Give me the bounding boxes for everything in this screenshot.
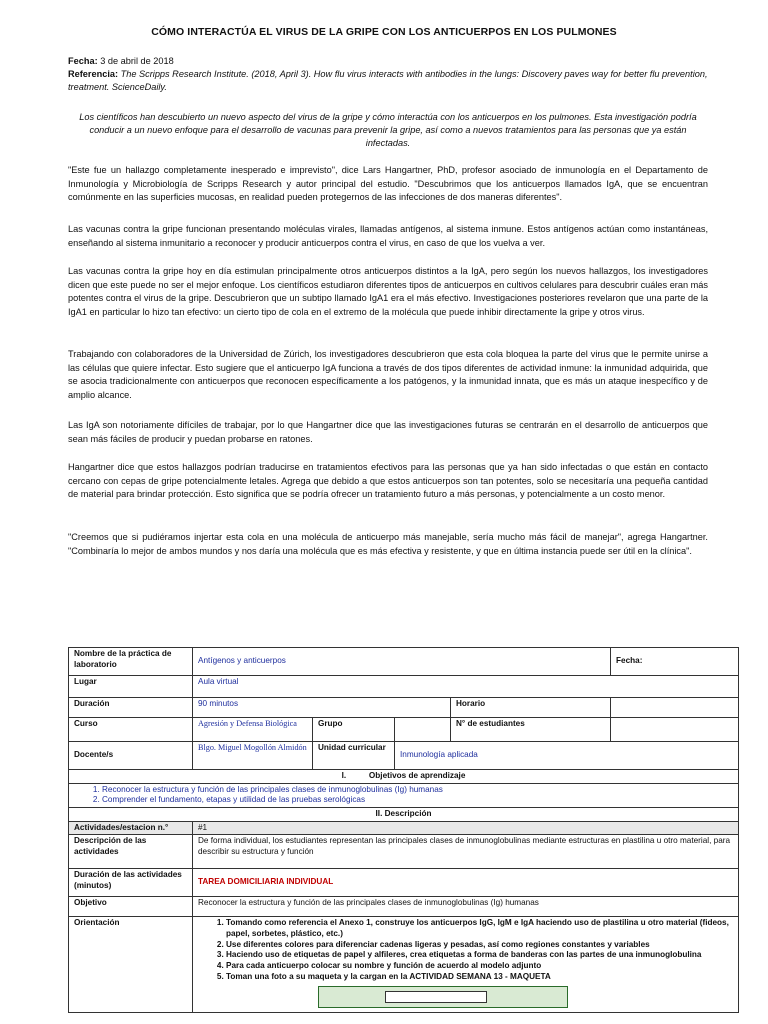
activities-description-label: Descripción de las actividades [69, 835, 193, 869]
lab-practice-table [68, 647, 739, 1013]
activities-value: #1 [193, 821, 739, 835]
paragraph-2: Las vacunas contra la gripe funcionan presentando moléculas virales, llamadas antígenos, al sistema inmune. Estos antígenos actúan como instantáneas, enseñando al sistema inmunitario a reconocer y producir anticuerpos contra el virus, en caso de que los vuelva a ver. [68, 224, 708, 248]
objective-value: Reconocer la estructura y función de las principales clases de inmunoglobulinas (Ig) humanas [193, 897, 739, 917]
practice-name-value: Antígenos y anticuerpos [193, 648, 611, 676]
activities-description-value: De forma individual, los estudiantes representan las principales clases de inmunoglobulinas mediante estructuras en plastilina u otro material, para describir su estructura y función [193, 835, 739, 869]
orientation-item: 4. Para cada anticuerpo colocar su nombre y función de acuerdo al modelo adjunto [226, 961, 733, 972]
activities-label: Actividades/estacion n.° [69, 821, 193, 835]
teacher-value: Blgo. Miguel Mogollón Almidón [193, 742, 313, 770]
table-date-label: Fecha: [611, 648, 739, 676]
objectives-section-header: I. Objetivos de aprendizaje [69, 770, 739, 784]
paragraph-1: "Este fue un hallazgo completamente inesperado e imprevisto", dice Lars Hangartner, PhD, profesor asociado de inmunología en el Departamento de Inmunología y Microbiología de Scripps Research y autor principal del estudio. "Descubrimos que los anticuerpos llamados IgA, que se encuentran comúnmente en las superficies mucosas, en realidad pueden protegernos de las infecciones de dos maneras diferentes". [68, 165, 708, 203]
orientation-item: 1. Tomando como referencia el Anexo 1, construye los anticuerpos IgG, IgM e IgA haciendo uso de plastilina u otro material (fideos, papel, sorbetes, plástico, etc.) [226, 918, 733, 940]
objective-item: 2. Comprender el fundamento, etapas y utilidad de las pruebas serológicas [102, 795, 733, 806]
duration-value: 90 minutos [193, 698, 451, 718]
orientation-item: 2. Use diferentes colores para diferenciar cadenas ligeras y pesadas, así como regiones constantes y variables [226, 940, 733, 951]
paragraph-6: Hangartner dice que estos hallazgos podrían traducirse en tratamientos efectivos para las personas que ya han sido infectadas o que están en contacto cercano con cepas de gripe potencialmente letales. Agrega que debido a que estos anticuerpos son tan potentes, solo se necesitaría una pequeña cantidad de material para brindar protección. Esto significa que se podría ofrecer un tratamiento futuro a más personas, y potencialmente a un costo menor. [68, 462, 708, 500]
description-section-header: II. Descripción [69, 808, 739, 822]
course-label: Curso [69, 718, 193, 742]
paragraph-5: Las IgA son notoriamente difíciles de trabajar, por lo que Hangartner dice que las investigaciones futuras se centrarán en el desarrollo de anticuerpos que sean más fáciles de producir y puedan probarse en ratones. [68, 420, 708, 444]
group-value [395, 718, 451, 742]
model-image-placeholder [318, 986, 568, 1008]
orientation-item: 3. Haciendo uso de etiquetas de papel y alfileres, crea etiquetas a forma de banderas con las partes de una inmunoglobulina [226, 950, 733, 961]
activities-duration-label: Duración de las actividades (minutos) [69, 869, 193, 897]
date-label: Fecha [68, 56, 95, 66]
objective-label: Objetivo [69, 897, 193, 917]
place-label: Lugar [69, 676, 193, 698]
paragraph-4: Trabajando con colaboradores de la Universidad de Zúrich, los investigadores descubrieron que esta cola bloquea la parte del virus que le permite unirse a las células que quiere infectar. Esto sugiere que el anticuerpo IgA funciona a través de dos tipos diferentes de actividad inmune: la inmunidad adquirida, que se asocia tradicionalmente con anticuerpos que reconocen específicamente a los patógenos, y la inmunidad innata, que es más un ataque inespecífico y de amplio alcance. [68, 349, 708, 400]
group-label: Grupo [313, 718, 395, 742]
schedule-label: Horario [451, 698, 611, 718]
unit-label: Unidad curricular [313, 742, 395, 770]
model-image-frame [385, 991, 487, 1003]
reference-value: The Scripps Research Institute. (2018, April 3). How flu virus interacts with antibodies in the lungs: Discovery paves way for better flu prevention, treatment. ScienceDaily. [68, 69, 708, 92]
paragraph-3: Las vacunas contra la gripe hoy en día estimulan principalmente otros anticuerpos distintos a la IgA, pero según los nuevos hallazgos, los investigadores dicen que este puede no ser el mejor enfoque. Los científicos estudiaron diferentes tipos de anticuerpos en cultivos celulares para descubrir cuáles eran más potentes contra el virus de la gripe. Descubrieron que un subtipo llamado IgA1 era el más efectivo. Investigaciones posteriores revelaron que una parte de la IgA1 en particular lo hizo tan efectivo: un cierto tipo de cola en el extremo de la molécula que puede inhibir directamente la gripe y otros virus. [68, 266, 708, 317]
date-line: Fecha: 3 de abril de 2018 [68, 56, 174, 66]
objective-item: 1. Reconocer la estructura y función de las principales clases de inmunoglobulinas (Ig) humanas [102, 785, 733, 796]
objectives-list-cell [69, 783, 739, 808]
activities-duration-value: TAREA DOMICILIARIA INDIVIDUAL [193, 869, 739, 897]
paragraph-7: "Creemos que si pudiéramos injertar esta cola en una molécula de anticuerpo más manejable, sería mucho más fácil de manejar", agrega Hangartner. "Combinaría lo mejor de ambos mundos y nos daría una molécula que es más efectiva y resistente, y que en última instancia puede ser útil en la clínica". [68, 532, 708, 556]
students-label: N° de estudiantes [451, 718, 611, 742]
reference-line: Referencia: The Scripps Research Institute. (2018, April 3). How flu virus interacts with antibodies in the lungs: Discovery paves way for better flu prevention, treatment. ScienceDaily. [68, 69, 708, 92]
schedule-value [611, 698, 739, 718]
students-value [611, 718, 739, 742]
practice-name-label: Nombre de la práctica de laboratorio [69, 648, 193, 676]
place-value: Aula virtual [193, 676, 739, 698]
orientation-item: 5. Toman una foto a su maqueta y la cargan en la ACTIVIDAD SEMANA 13 - MAQUETA [226, 972, 733, 983]
teacher-label: Docente/s [69, 742, 193, 770]
duration-label: Duración [69, 698, 193, 718]
abstract: Los científicos han descubierto un nuevo aspecto del virus de la gripe y cómo interactúa con los anticuerpos en los pulmones. Esta investigación podría conducir a un nuevo enfoque para el desarrollo de vacunas para prevenir la gripe, así como a nuevos tratamientos para las personas que ya están infectadas. [79, 112, 697, 148]
date-value: 3 de abril de 2018 [100, 56, 174, 66]
document-title: CÓMO INTERACTÚA EL VIRUS DE LA GRIPE CON LOS ANTICUERPOS EN LOS PULMONES [151, 26, 617, 38]
orientation-cell [193, 917, 739, 1013]
orientation-label: Orientación [69, 917, 193, 1013]
unit-value: Inmunología aplicada [395, 742, 739, 770]
course-value: Agresión y Defensa Biológica [193, 718, 313, 742]
reference-label: Referencia [68, 69, 115, 79]
